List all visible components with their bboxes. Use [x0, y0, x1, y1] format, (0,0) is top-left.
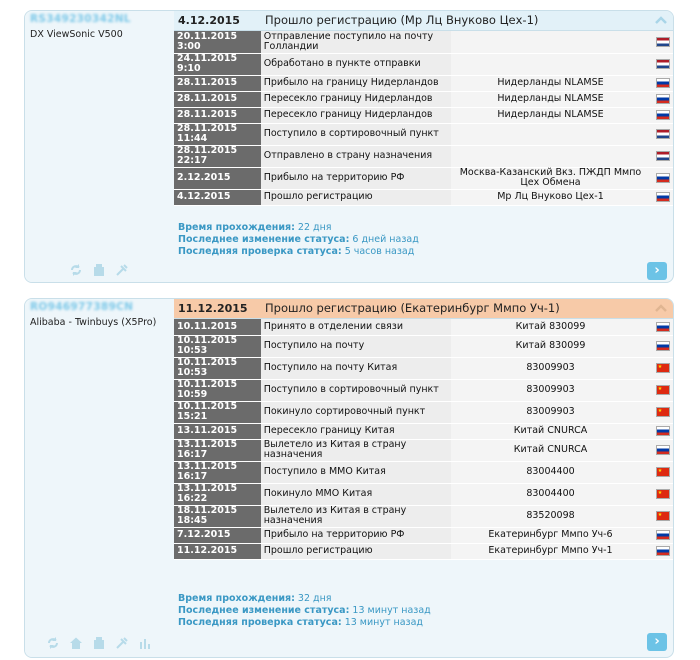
- event-flag-cell: [650, 439, 674, 461]
- event-row: [174, 53, 674, 75]
- event-text: Поступило на почту Китая: [261, 357, 451, 379]
- status-title: Прошло регистрацию (Екатеринбург Ммпо Уч-1): [265, 301, 560, 315]
- event-flag-cell: [650, 527, 674, 543]
- event-text: Поступило в сортировочный пункт: [261, 123, 451, 145]
- event-row: [174, 145, 674, 167]
- parcel-stats: [178, 222, 419, 258]
- event-place: [451, 53, 651, 75]
- chart-icon[interactable]: [138, 636, 152, 650]
- event-flag-cell: [650, 91, 674, 107]
- event-flag-cell: [650, 505, 674, 527]
- event-row: [174, 75, 674, 91]
- event-row: [174, 527, 674, 543]
- event-flag-cell: [650, 423, 674, 439]
- event-place: 83520098: [451, 505, 651, 527]
- event-place: 83009903: [451, 379, 651, 401]
- event-text: Отправлено в страну назначения: [261, 145, 451, 167]
- event-text: Прошло регистрацию: [261, 189, 451, 205]
- parcel-stats: [178, 593, 431, 629]
- event-text: Пересекло границу Нидерландов: [261, 107, 451, 123]
- event-flag-cell: [650, 335, 674, 357]
- refresh-icon[interactable]: [69, 263, 83, 277]
- event-place: Китай 830099: [451, 319, 651, 335]
- event-text: Прибыло на территорию РФ: [261, 527, 451, 543]
- flag-ru-icon: [656, 546, 670, 556]
- event-flag-cell: [650, 379, 674, 401]
- event-date: 10.11.2015 15:21: [174, 401, 261, 423]
- event-text: Обработано в пункте отправки: [261, 53, 451, 75]
- event-place: Китай 830099: [451, 335, 651, 357]
- event-date: 11.12.2015: [174, 543, 261, 559]
- flag-ru-icon: [656, 94, 670, 104]
- flag-nl-icon: [656, 37, 670, 47]
- event-flag-cell: [650, 401, 674, 423]
- event-place: [451, 123, 651, 145]
- last-change-label: Последнее изменение статуса:: [178, 234, 350, 245]
- flag-ru-icon: [656, 445, 670, 455]
- status-header: [174, 299, 673, 319]
- last-check-value: 5 часов назад: [344, 246, 415, 257]
- event-row: [174, 167, 674, 189]
- event-flag-cell: [650, 167, 674, 189]
- event-text: Прошло регистрацию: [261, 543, 451, 559]
- event-date: 10.11.2015: [174, 319, 261, 335]
- last-check-label: Последняя проверка статуса:: [178, 246, 342, 257]
- event-date: 10.11.2015 10:53: [174, 335, 261, 357]
- tracking-number[interactable]: RS349230342NL: [30, 13, 131, 25]
- event-text: Поступило в сортировочный пункт: [261, 379, 451, 401]
- event-row: [174, 31, 674, 53]
- transit-value: 22 дня: [297, 222, 332, 233]
- event-flag-cell: [650, 145, 674, 167]
- event-row: [174, 461, 674, 483]
- event-place: Москва-Казанский Вкз. ПЖДП Ммпо Цех Обмена: [451, 167, 651, 189]
- event-row: [174, 505, 674, 527]
- event-place: 83009903: [451, 401, 651, 423]
- event-text: Прибыло на территорию РФ: [261, 167, 451, 189]
- events-table: [174, 31, 674, 206]
- event-flag-cell: [650, 107, 674, 123]
- flag-ru-icon: [656, 78, 670, 88]
- refresh-icon[interactable]: [46, 636, 60, 650]
- events-table: [174, 319, 674, 560]
- event-date: 20.11.2015 3:00: [174, 31, 261, 53]
- unpin-icon[interactable]: [115, 636, 129, 650]
- flag-cn-icon: [656, 385, 670, 395]
- event-place: Екатеринбург Ммпо Уч-1: [451, 543, 651, 559]
- event-place: [451, 31, 651, 53]
- event-row: [174, 91, 674, 107]
- flag-ru-icon: [656, 426, 670, 436]
- event-text: Покинуло сортировочный пункт: [261, 401, 451, 423]
- transit-label: Время прохождения:: [178, 222, 295, 233]
- event-text: Вылетело из Китая в страну назначения: [261, 439, 451, 461]
- event-date: 28.11.2015 22:17: [174, 145, 261, 167]
- event-place: Нидерланды NLAMSE: [451, 107, 651, 123]
- event-text: Пересекло границу Китая: [261, 423, 451, 439]
- event-flag-cell: [650, 189, 674, 205]
- event-date: 10.11.2015 10:53: [174, 357, 261, 379]
- event-date: 7.12.2015: [174, 527, 261, 543]
- last-check-label: Последняя проверка статуса:: [178, 617, 342, 628]
- event-date: 4.12.2015: [174, 189, 261, 205]
- event-text: Покинуло ММО Китая: [261, 483, 451, 505]
- parcel-info-panel: [25, 11, 173, 282]
- unpin-icon[interactable]: [115, 263, 129, 277]
- event-row: [174, 483, 674, 505]
- event-date: 24.11.2015 9:10: [174, 53, 261, 75]
- flag-ru-icon: [656, 110, 670, 120]
- event-flag-cell: [650, 461, 674, 483]
- parcel-info-panel: [25, 299, 173, 657]
- parcel-history-panel: [174, 299, 673, 657]
- event-date: 28.11.2015: [174, 107, 261, 123]
- status-date: 11.12.2015: [178, 302, 248, 315]
- event-date: 28.11.2015: [174, 91, 261, 107]
- event-text: Вылетело из Китая в страну назначения: [261, 505, 451, 527]
- event-date: 13.11.2015: [174, 423, 261, 439]
- event-text: Прибыло на границу Нидерландов: [261, 75, 451, 91]
- event-row: [174, 379, 674, 401]
- event-date: 2.12.2015: [174, 167, 261, 189]
- event-flag-cell: [650, 319, 674, 335]
- event-row: [174, 401, 674, 423]
- flag-ru-icon: [656, 173, 670, 183]
- package-icon[interactable]: [92, 263, 106, 277]
- event-date: 13.11.2015 16:22: [174, 483, 261, 505]
- parcel-tools: [25, 263, 173, 277]
- next-arrow-button[interactable]: ›: [647, 633, 667, 651]
- flag-cn-icon: [656, 489, 670, 499]
- collapse-chevron-icon[interactable]: [654, 14, 668, 26]
- event-date: 10.11.2015 10:59: [174, 379, 261, 401]
- event-date: 28.11.2015 11:44: [174, 123, 261, 145]
- flag-nl-icon: [656, 59, 670, 69]
- event-date: 13.11.2015 16:17: [174, 461, 261, 483]
- event-text: Принято в отделении связи: [261, 319, 451, 335]
- event-row: [174, 543, 674, 559]
- event-flag-cell: [650, 543, 674, 559]
- event-row: [174, 357, 674, 379]
- flag-ru-icon: [656, 341, 670, 351]
- status-date: 4.12.2015: [178, 14, 240, 27]
- flag-nl-icon: [656, 151, 670, 161]
- flag-nl-icon: [656, 129, 670, 139]
- event-flag-cell: [650, 53, 674, 75]
- package-icon[interactable]: [92, 636, 106, 650]
- event-date: 18.11.2015 18:45: [174, 505, 261, 527]
- parcel-history-panel: [174, 11, 673, 282]
- event-place: Мр Лц Внуково Цех-1: [451, 189, 651, 205]
- last-change-value: 6 дней назад: [352, 234, 419, 245]
- flag-cn-icon: [656, 407, 670, 417]
- event-flag-cell: [650, 31, 674, 53]
- collapse-chevron-icon[interactable]: [654, 302, 668, 314]
- last-change-label: Последнее изменение статуса:: [178, 605, 350, 616]
- event-date: 13.11.2015 16:17: [174, 439, 261, 461]
- event-place: Китай CNURCA: [451, 423, 651, 439]
- event-text: Поступило на почту: [261, 335, 451, 357]
- parcel-card: [24, 10, 674, 283]
- status-title: Прошло регистрацию (Мр Лц Внуково Цех-1): [265, 13, 539, 27]
- event-flag-cell: [650, 357, 674, 379]
- tracking-number[interactable]: RO946977389CN: [30, 301, 134, 313]
- item-name: DX ViewSonic V500: [30, 29, 123, 40]
- event-text: Пересекло границу Нидерландов: [261, 91, 451, 107]
- flag-ru-icon: [656, 192, 670, 202]
- transit-label: Время прохождения:: [178, 593, 295, 604]
- flag-cn-icon: [656, 511, 670, 521]
- event-row: [174, 319, 674, 335]
- event-place: Екатеринбург Ммпо Уч-6: [451, 527, 651, 543]
- event-row: [174, 107, 674, 123]
- event-place: 83004400: [451, 483, 651, 505]
- flag-cn-icon: [656, 363, 670, 373]
- transit-value: 32 дня: [297, 593, 332, 604]
- event-date: 28.11.2015: [174, 75, 261, 91]
- event-flag-cell: [650, 483, 674, 505]
- parcel-tools: [25, 636, 173, 650]
- last-check-value: 13 минут назад: [344, 617, 423, 628]
- item-name: Alibaba - Twinbuys (X5Pro): [30, 317, 157, 328]
- event-place: Нидерланды NLAMSE: [451, 91, 651, 107]
- event-row: [174, 423, 674, 439]
- event-place: Нидерланды NLAMSE: [451, 75, 651, 91]
- event-place: Китай CNURCA: [451, 439, 651, 461]
- flag-ru-icon: [656, 530, 670, 540]
- event-text: Отправление поступило на почту Голландии: [261, 31, 451, 53]
- flag-cn-icon: [656, 467, 670, 477]
- next-arrow-button[interactable]: ›: [647, 262, 667, 280]
- event-row: [174, 189, 674, 205]
- event-text: Поступило в ММО Китая: [261, 461, 451, 483]
- event-flag-cell: [650, 75, 674, 91]
- home-icon[interactable]: [69, 636, 83, 650]
- event-place: 83009903: [451, 357, 651, 379]
- event-row: [174, 439, 674, 461]
- event-row: [174, 335, 674, 357]
- event-row: [174, 123, 674, 145]
- event-flag-cell: [650, 123, 674, 145]
- status-header: [174, 11, 673, 31]
- parcel-card: [24, 298, 674, 658]
- flag-ru-icon: [656, 322, 670, 332]
- event-place: 83004400: [451, 461, 651, 483]
- event-place: [451, 145, 651, 167]
- last-change-value: 13 минут назад: [352, 605, 431, 616]
